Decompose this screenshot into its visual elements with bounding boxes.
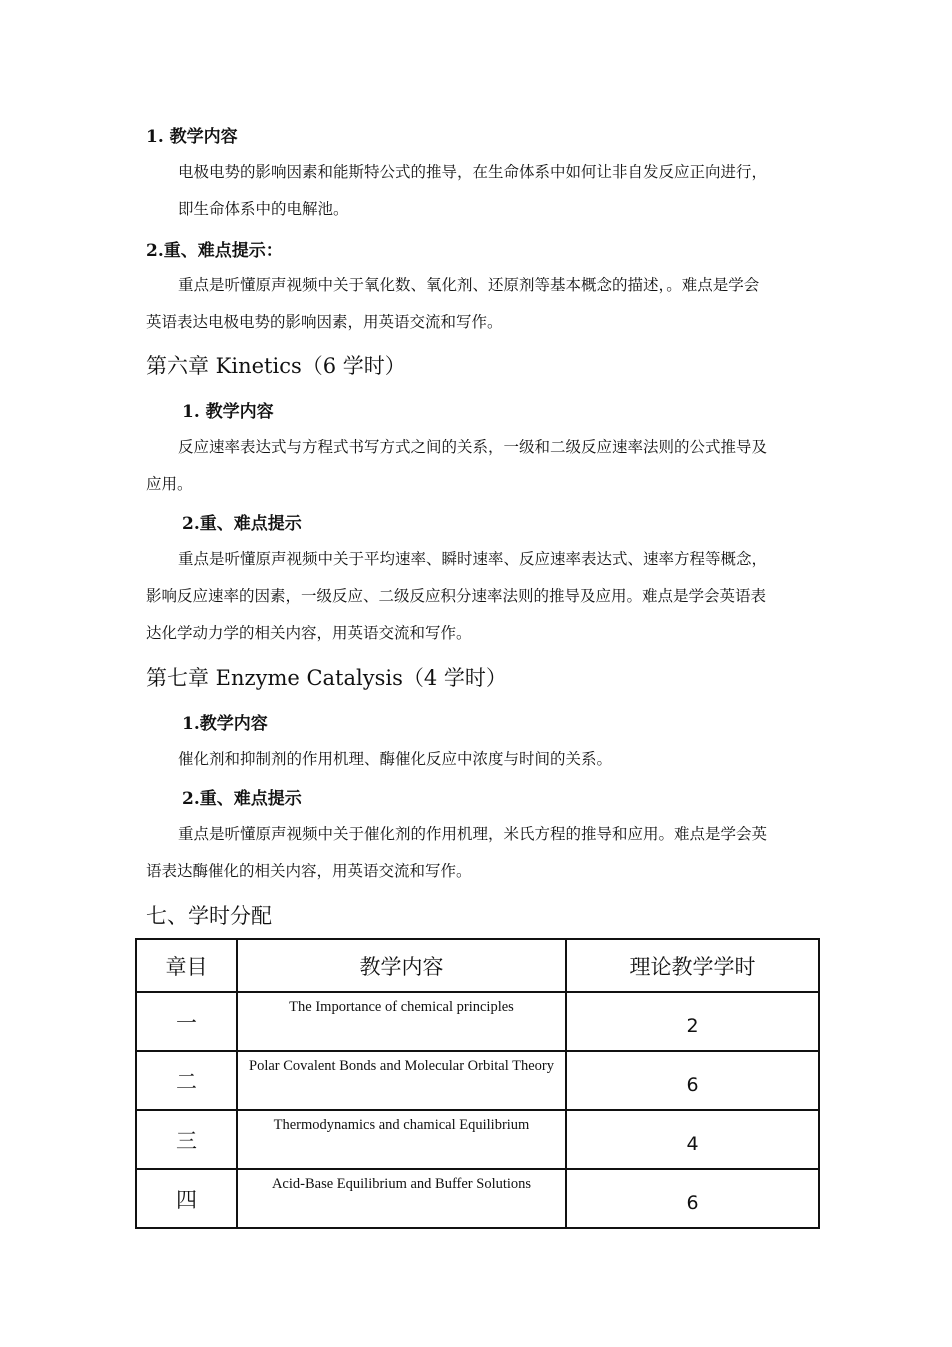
cell-hours: 2 (566, 992, 819, 1051)
cell-hours: 6 (566, 1051, 819, 1110)
content-heading: 1. 教学内容 (182, 402, 274, 422)
header-chapter: 章目 (136, 939, 237, 992)
paragraph-line: 重点是听懂原声视频中关于催化剂的作用机理，米氏方程的推导和应用。难点是学会英 (178, 825, 768, 843)
cell-content: Acid-Base Equilibrium and Buffer Solutions (237, 1169, 566, 1228)
key-points-heading: 2.重、难点提示 (182, 789, 302, 809)
cell-content: Thermodynamics and chamical Equilibrium (237, 1110, 566, 1169)
paragraph-line: 语表达酶催化的相关内容，用英语交流和写作。 (146, 862, 472, 880)
paragraph-line: 应用。 (146, 475, 193, 493)
table-row (136, 1169, 819, 1228)
table-row (136, 1051, 819, 1110)
cell-hours: 6 (566, 1169, 819, 1228)
key-points-heading: 2.重、难点提示： (146, 241, 283, 261)
paragraph-line: 重点是听懂原声视频中关于平均速率、瞬时速率、反应速率表达式、速率方程等概念， (178, 550, 768, 568)
content-heading: 1. 教学内容 (146, 127, 238, 147)
cell-content: The Importance of chemical principles (237, 992, 566, 1051)
cell-hours: 4 (566, 1110, 819, 1169)
paragraph-line: 英语表达电极电势的影响因素，用英语交流和写作。 (146, 313, 503, 331)
chapter-7-title: 第七章 Enzyme Catalysis（4 学时） (146, 666, 507, 690)
paragraph-line: 影响反应速率的因素，一级反应、二级反应积分速率法则的推导及应用。难点是学会英语表 (146, 587, 767, 605)
table-header-row (136, 939, 819, 992)
paragraph-line: 电极电势的影响因素和能斯特公式的推导，在生命体系中如何让非自发反应正向进行， (178, 163, 768, 181)
cell-content: Polar Covalent Bonds and Molecular Orbital Theory (237, 1051, 566, 1110)
paragraph-line: 催化剂和抑制剂的作用机理、酶催化反应中浓度与时间的关系。 (178, 750, 613, 768)
table-row (136, 992, 819, 1051)
header-content: 教学内容 (237, 939, 566, 992)
paragraph-line: 即生命体系中的电解池。 (178, 200, 349, 218)
paragraph-line: 达化学动力学的相关内容，用英语交流和写作。 (146, 624, 472, 642)
header-hours: 理论教学学时 (566, 939, 819, 992)
paragraph-line: 反应速率表达式与方程式书写方式之间的关系，一级和二级反应速率法则的公式推导及 (178, 438, 768, 456)
chapter-6-title: 第六章 Kinetics（6 学时） (146, 354, 406, 378)
section-title: 七、学时分配 (146, 904, 272, 928)
cell-chapter: 一 (136, 992, 237, 1051)
hours-allocation-table (135, 938, 820, 1229)
content-heading: 1.教学内容 (182, 714, 268, 734)
cell-chapter: 四 (136, 1169, 237, 1228)
table-row (136, 1110, 819, 1169)
paragraph-line: 重点是听懂原声视频中关于氧化数、氧化剂、还原剂等基本概念的描述，。难点是学会 (178, 276, 760, 294)
cell-chapter: 二 (136, 1051, 237, 1110)
cell-chapter: 三 (136, 1110, 237, 1169)
key-points-heading: 2.重、难点提示 (182, 514, 302, 534)
